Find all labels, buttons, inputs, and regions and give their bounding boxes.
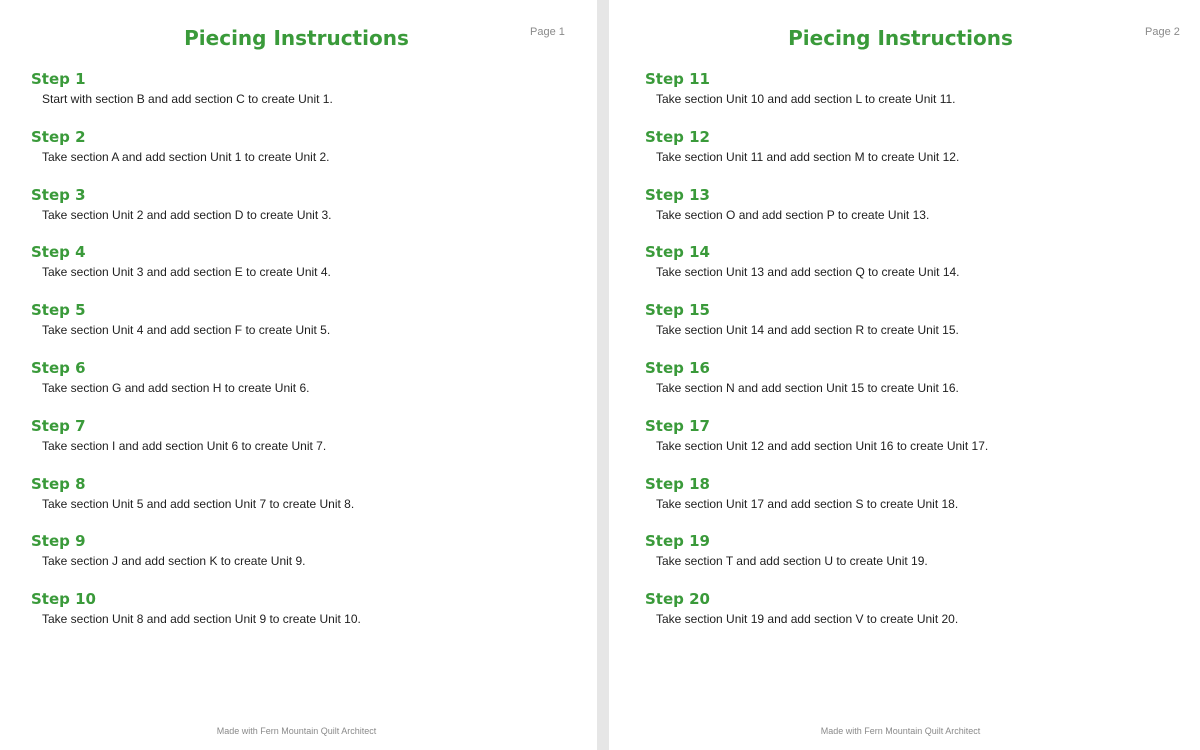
page-number-label: Page 2: [1145, 26, 1180, 38]
step-item: [645, 359, 1185, 417]
step-item: [31, 590, 571, 648]
page-title: Piecing Instructions: [788, 26, 1013, 50]
step-item: [645, 243, 1185, 301]
step-heading: Step 5: [31, 301, 86, 320]
step-instruction: Take section Unit 4 and add section F to create Unit 5.: [42, 323, 331, 338]
step-list: [645, 70, 1185, 648]
step-instruction: Take section Unit 8 and add section Unit 9 to create Unit 10.: [42, 612, 361, 627]
step-instruction: Take section Unit 11 and add section M to create Unit 12.: [656, 149, 960, 164]
step-instruction: Take section J and add section K to create Unit 9.: [42, 554, 306, 569]
step-item: [31, 532, 571, 590]
step-heading: Step 1: [31, 70, 86, 88]
page-footer: Made with Fern Mountain Quilt Architect: [820, 726, 981, 736]
step-heading: Step 14: [645, 243, 710, 262]
step-item: [31, 301, 571, 359]
step-heading: Step 16: [645, 358, 710, 377]
step-heading: Step 7: [31, 416, 86, 435]
step-item: [645, 532, 1185, 590]
page-number-label: Page 1: [530, 26, 565, 38]
step-heading: Step 18: [645, 474, 710, 493]
step-instruction: Take section Unit 3 and add section E to create Unit 4.: [42, 265, 331, 280]
step-instruction: Take section Unit 2 and add section D to create Unit 3.: [42, 207, 332, 222]
step-instruction: Take section Unit 13 and add section Q to create Unit 14.: [656, 265, 960, 280]
step-heading: Step 12: [645, 127, 710, 146]
step-item: [31, 359, 571, 417]
step-heading: Step 6: [31, 358, 86, 377]
step-item: [645, 301, 1185, 359]
step-item: [645, 186, 1185, 244]
step-item: [31, 128, 571, 186]
step-heading: Step 11: [645, 70, 710, 88]
page-title: Piecing Instructions: [184, 26, 409, 50]
step-item: [31, 70, 571, 128]
step-instruction: Take section Unit 12 and add section Unit 16 to create Unit 17.: [656, 438, 989, 453]
step-heading: Step 10: [31, 590, 96, 609]
step-item: [645, 128, 1185, 186]
step-instruction: Take section Unit 14 and add section R to create Unit 15.: [656, 323, 959, 338]
step-heading: Step 13: [645, 185, 710, 204]
document-page-1: [0, 0, 597, 750]
step-instruction: Take section O and add section P to create Unit 13.: [656, 207, 930, 222]
step-list: [31, 70, 571, 648]
step-heading: Step 20: [645, 590, 710, 609]
step-heading: Step 4: [31, 243, 86, 262]
step-instruction: Take section G and add section H to create Unit 6.: [42, 380, 310, 395]
step-heading: Step 3: [31, 185, 86, 204]
step-heading: Step 17: [645, 416, 710, 435]
step-item: [645, 417, 1185, 475]
step-instruction: Take section N and add section Unit 15 to create Unit 16.: [656, 380, 959, 395]
step-heading: Step 2: [31, 127, 86, 146]
step-item: [31, 186, 571, 244]
step-instruction: Start with section B and add section C to create Unit 1.: [42, 92, 333, 106]
step-instruction: Take section A and add section Unit 1 to create Unit 2.: [42, 149, 330, 164]
page-footer: Made with Fern Mountain Quilt Architect: [216, 726, 377, 736]
step-instruction: Take section I and add section Unit 6 to create Unit 7.: [42, 438, 327, 453]
step-item: [31, 475, 571, 533]
step-item: [645, 590, 1185, 648]
step-instruction: Take section T and add section U to create Unit 19.: [656, 554, 928, 569]
step-instruction: Take section Unit 17 and add section S to create Unit 18.: [656, 496, 959, 511]
step-item: [645, 475, 1185, 533]
step-heading: Step 9: [31, 532, 86, 551]
step-heading: Step 8: [31, 474, 86, 493]
step-instruction: Take section Unit 5 and add section Unit 7 to create Unit 8.: [42, 496, 355, 511]
document-page-2: [609, 0, 1200, 750]
step-item: [31, 243, 571, 301]
step-item: [645, 70, 1185, 128]
step-heading: Step 15: [645, 301, 710, 320]
step-item: [31, 417, 571, 475]
step-instruction: Take section Unit 10 and add section L to create Unit 11.: [656, 92, 956, 106]
step-instruction: Take section Unit 19 and add section V to create Unit 20.: [656, 612, 959, 627]
step-heading: Step 19: [645, 532, 710, 551]
